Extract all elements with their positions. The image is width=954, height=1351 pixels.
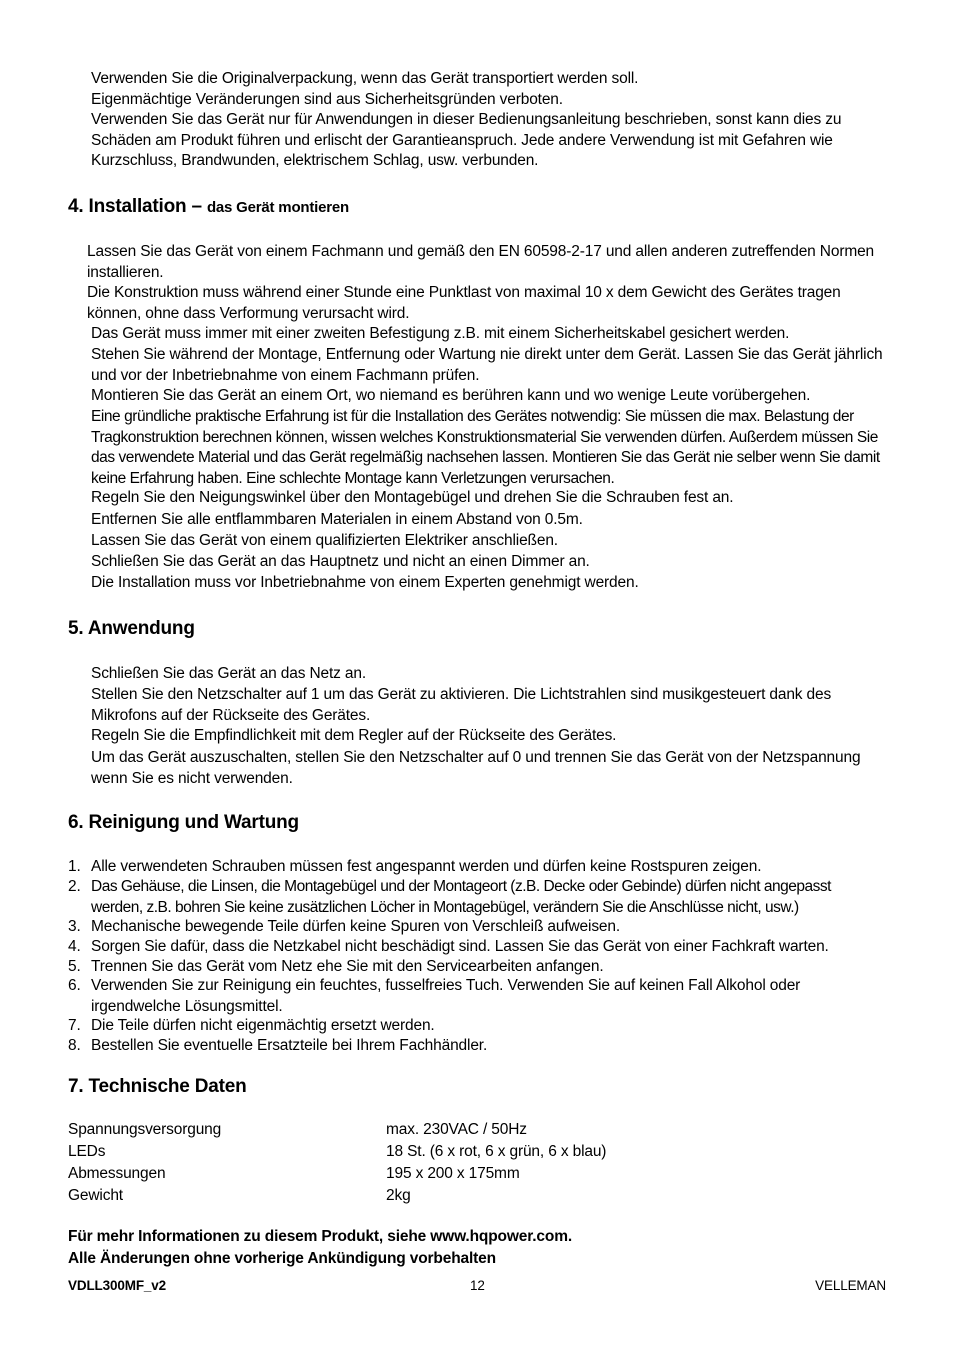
installation-item: Entfernen Sie alle entflammbaren Materialen in einem Abstand von 0.5m. <box>91 511 583 528</box>
spec-label: Abmessungen <box>68 1165 166 1182</box>
list-item: Das Gehäuse, die Linsen, die Montagebügel und der Montageort (z.B. Decke oder Gebinde) dürfen nicht angepasst werden, z.B. bohren Sie keine zusätzlichen Löcher in Montagebügel, verändern Sie die Anschlüsse nicht, usw.) <box>91 878 831 916</box>
installation-item: Montieren Sie das Gerät an einem Ort, wo niemand es berühren kann und wo wenige Leute vorübergehen. <box>91 387 811 404</box>
section-heading-usage: 5. Anwendung <box>68 618 195 639</box>
list-item: Sorgen Sie dafür, dass die Netzkabel nicht beschädigt sind. Lassen Sie das Gerät von einer Fachkraft warten. <box>91 938 829 955</box>
list-number: 4. <box>68 938 81 955</box>
footer-brand: VELLEMAN <box>815 1278 886 1293</box>
list-number: 3. <box>68 918 81 935</box>
usage-item: Schließen Sie das Gerät an das Netz an. <box>91 665 367 682</box>
spec-label: Spannungsversorgung <box>68 1121 222 1138</box>
section-heading-maintenance: 6. Reinigung und Wartung <box>68 812 299 833</box>
spec-value: max. 230VAC / 50Hz <box>386 1121 527 1138</box>
installation-item: Eine gründliche praktische Erfahrung ist für die Installation des Gerätes notwendig: Sie müssen die max. Belastung der Tragkonstruktion berechnen können, wissen welches Konstruktionsmaterial Sie verwenden dürfen. Außerdem müssen Sie das verwendete Material und das Gerät regelmäßig nachsehen lassen. Montieren Sie das Gerät nie selber wenn Sie damit keine Erfahrung haben. Eine schlechte Montage kann Verletzungen verursachen. <box>91 408 880 487</box>
usage-item: Stellen Sie den Netzschalter auf 1 um das Gerät zu aktivieren. Die Lichtstrahlen sind musikgesteuert dank des Mikrofons auf der Rückseite des Gerätes. <box>91 686 832 724</box>
closing-note: Für mehr Informationen zu diesem Produkt, siehe www.hqpower.com. <box>68 1228 572 1245</box>
list-item: Trennen Sie das Gerät vom Netz ehe Sie mit den Servicearbeiten anfangen. <box>91 958 604 975</box>
usage-item: Regeln Sie die Empfindlichkeit mit dem Regler auf der Rückseite des Gerätes. <box>91 727 617 744</box>
intro-item: Verwenden Sie das Gerät nur für Anwendungen in dieser Bedienungsanleitung beschrieben, sonst kann dies zu Schäden am Produkt führen und erlischt der Garantieanspruch. Jede andere Verwendung ist mit Gefahren wie Kurzschluss, Brandwunden, elektrischem Schlag, usw. verbunden. <box>91 111 842 169</box>
list-number: 2. <box>68 878 81 895</box>
spec-value: 195 x 200 x 175mm <box>386 1165 520 1182</box>
spec-label: LEDs <box>68 1143 106 1160</box>
installation-item: Lassen Sie das Gerät von einem qualifizierten Elektriker anschließen. <box>91 532 558 549</box>
list-number: 8. <box>68 1037 81 1054</box>
list-item: Alle verwendeten Schrauben müssen fest angespannt werden und dürfen keine Rostspuren zeigen. <box>91 858 762 875</box>
spec-value: 18 St. (6 x rot, 6 x grün, 6 x blau) <box>386 1143 607 1160</box>
list-item: Bestellen Sie eventuelle Ersatzteile bei Ihrem Fachhändler. <box>91 1037 488 1054</box>
installation-item: Schließen Sie das Gerät an das Hauptnetz und nicht an einen Dimmer an. <box>91 553 590 570</box>
installation-item: Lassen Sie das Gerät von einem Fachmann und gemäß den EN 60598-2-17 und allen anderen zutreffenden Normen installieren. <box>87 243 875 281</box>
installation-item: Stehen Sie während der Montage, Entfernung oder Wartung nie direkt unter dem Gerät. Lassen Sie das Gerät jährlich und vor der Inbetriebnahme von einem Fachmann prüfen. <box>91 346 883 384</box>
spec-value: 2kg <box>386 1187 411 1204</box>
list-number: 5. <box>68 958 81 975</box>
list-item: Verwenden Sie zur Reinigung ein feuchtes, fusselfreies Tuch. Verwenden Sie auf keinen Fall Alkohol oder irgendwelche Lösungsmittel. <box>91 977 801 1015</box>
list-number: 7. <box>68 1017 81 1034</box>
list-item: Die Teile dürfen nicht eigenmächtig ersetzt werden. <box>91 1017 435 1034</box>
installation-item: Die Installation muss vor Inbetriebnahme von einem Experten genehmigt werden. <box>91 574 639 591</box>
installation-item: Das Gerät muss immer mit einer zweiten Befestigung z.B. mit einem Sicherheitskabel gesichert werden. <box>91 325 790 342</box>
intro-item: Eigenmächtige Veränderungen sind aus Sicherheitsgründen verboten. <box>91 91 563 108</box>
installation-item: Die Konstruktion muss während einer Stunde eine Punktlast von maximal 10 x dem Gewicht des Gerätes tragen können, ohne dass Verformung verursacht wird. <box>87 284 841 322</box>
footer-page-number: 12 <box>470 1278 485 1293</box>
footer-model: VDLL300MF_v2 <box>68 1278 166 1293</box>
installation-item: Regeln Sie den Neigungswinkel über den Montagebügel und drehen Sie die Schrauben fest an. <box>91 489 734 506</box>
list-number: 6. <box>68 977 81 994</box>
usage-item: Um das Gerät auszuschalten, stellen Sie den Netzschalter auf 0 und trennen Sie das Gerät von der Netzspannung wenn Sie es nicht verwenden. <box>91 749 861 787</box>
section-heading-specs: 7. Technische Daten <box>68 1076 247 1097</box>
section-heading-installation: 4. Installation – das Gerät montieren <box>68 196 350 217</box>
list-item: Mechanische bewegende Teile dürfen keine Spuren von Verschleiß aufweisen. <box>91 918 621 935</box>
spec-label: Gewicht <box>68 1187 123 1204</box>
list-number: 1. <box>68 858 81 875</box>
closing-note: Alle Änderungen ohne vorherige Ankündigung vorbehalten <box>68 1250 496 1267</box>
intro-item: Verwenden Sie die Originalverpackung, wenn das Gerät transportiert werden soll. <box>91 70 639 87</box>
